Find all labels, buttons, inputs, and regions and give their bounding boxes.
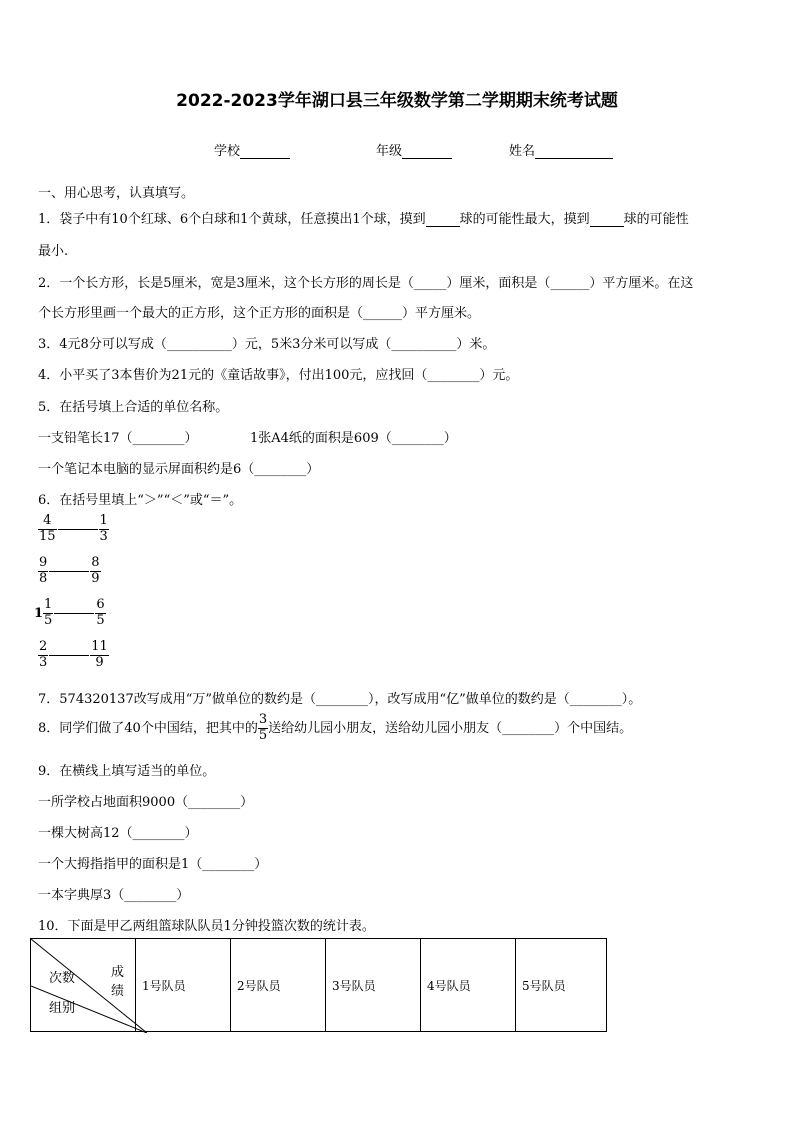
question-10-title: 10．下面是甲乙两组篮球队队员1分钟投篮次数的统计表。 — [38, 919, 375, 934]
question-4: 4．小平买了3本售价为21元的《童话故事》，付出100元，应找回（________）元。 — [38, 368, 519, 383]
q1-text-a: 1．袋子中有10个红球、6个白球和1个黄球，任意摸出1个球，摸到 — [38, 212, 426, 227]
whole-number: 1 — [34, 605, 44, 621]
fraction-left: $\frac{9}{8}$ — [39, 555, 48, 586]
fraction-right: $\frac{1}{3}$ — [99, 513, 108, 544]
diagonal-header-cell — [31, 939, 136, 1032]
column-header: 5号队员 — [516, 939, 607, 1032]
compare-row-2 — [38, 556, 101, 587]
fraction-left: $\frac{2}{3}$ — [39, 639, 48, 670]
question-5-c: 一个笔记本电脑的显示屏面积约是6（________） — [38, 462, 320, 477]
diag-bottom-left-label: 组别 — [49, 1001, 76, 1016]
question-2-line-1: 2．一个长方形，长是5厘米，宽是3厘米，这个长方形的周长是（_____）厘米，面积是（______）平方厘米。在这 — [38, 276, 694, 291]
column-header: 2号队员 — [231, 939, 326, 1032]
question-9-c: 一个大拇指指甲的面积是1（________） — [38, 857, 268, 872]
question-6-title: 6．在括号里填上“＞”“＜”或“＝”。 — [38, 493, 243, 508]
question-9-title: 9．在横线上填写适当的单位。 — [38, 764, 216, 779]
school-field — [214, 140, 290, 159]
page-title: 2022-2023学年湖口县三年级数学第二学期期末统考试题 — [176, 91, 618, 111]
statistics-table — [30, 938, 607, 1032]
fraction-left: $\frac{4}{15}$ — [39, 513, 56, 544]
question-8 — [38, 713, 632, 744]
name-field — [509, 140, 613, 159]
q8-text-a: 8．同学们做了40个中国结，把其中的 — [38, 720, 258, 736]
question-5-title: 5．在括号填上合适的单位名称。 — [38, 400, 229, 415]
table-header-row — [31, 939, 607, 1032]
q1-text-c: 球的可能性 — [623, 212, 689, 227]
school-label: 学校 — [214, 144, 241, 159]
fraction-right: $\frac{8}{9}$ — [91, 555, 100, 586]
question-5-b: 1张A4纸的面积是609（________） — [250, 431, 457, 446]
question-3: 3．4元8分可以写成（__________）元，5米3分米可以写成（__________）米。 — [38, 337, 496, 352]
question-9-d: 一本字典厚3（________） — [38, 888, 190, 903]
compare-blank[interactable] — [54, 613, 94, 614]
diag-middle-label: 次数 — [49, 971, 76, 986]
column-header: 3号队员 — [326, 939, 421, 1032]
q1-blank-1[interactable] — [426, 212, 460, 227]
q1-blank-2[interactable] — [590, 212, 624, 227]
question-1 — [38, 208, 689, 227]
q1-text-d: 最小. — [38, 244, 69, 259]
grade-label: 年级 — [376, 144, 403, 159]
grade-blank[interactable] — [402, 144, 452, 159]
school-blank[interactable] — [240, 144, 290, 159]
q8-text-b: 送给幼儿园小朋友，送给幼儿园小朋友（________）个中国结。 — [268, 720, 633, 736]
q8-fraction: $\frac{3}{5}$ — [258, 712, 268, 743]
grade-field — [376, 140, 452, 159]
compare-blank[interactable] — [49, 571, 89, 572]
question-9-a: 一所学校占地面积9000（________） — [38, 795, 254, 810]
question-9-b: 一棵大树高12（________） — [38, 826, 198, 841]
name-blank[interactable] — [535, 144, 613, 159]
name-label: 姓名 — [509, 144, 536, 159]
question-5-a: 一支铅笔长17（________） — [38, 431, 198, 446]
compare-blank[interactable] — [49, 655, 89, 656]
fraction-left: $\frac{1}{5}$ — [44, 597, 53, 628]
compare-row-3 — [34, 598, 106, 629]
question-2-line-2: 个长方形里画一个最大的正方形，这个正方形的面积是（______）平方厘米。 — [38, 306, 481, 321]
compare-blank[interactable] — [58, 529, 98, 530]
question-7: 7．574320137改写成用“万”做单位的数约是（________），改写成用“亿”做单位的数约是（________）。 — [38, 692, 642, 707]
fraction-right: $\frac{6}{5}$ — [96, 597, 105, 628]
q1-text-b: 球的可能性最大，摸到 — [459, 212, 590, 227]
section-heading: 一、用心思考，认真填写。 — [38, 186, 195, 201]
column-header: 4号队员 — [421, 939, 516, 1032]
column-header: 1号队员 — [136, 939, 231, 1032]
fraction-right: $\frac{11}{9}$ — [91, 639, 108, 670]
compare-row-1 — [38, 514, 109, 545]
compare-row-4 — [38, 640, 109, 671]
diag-top-right-label: 成绩 — [111, 965, 125, 999]
